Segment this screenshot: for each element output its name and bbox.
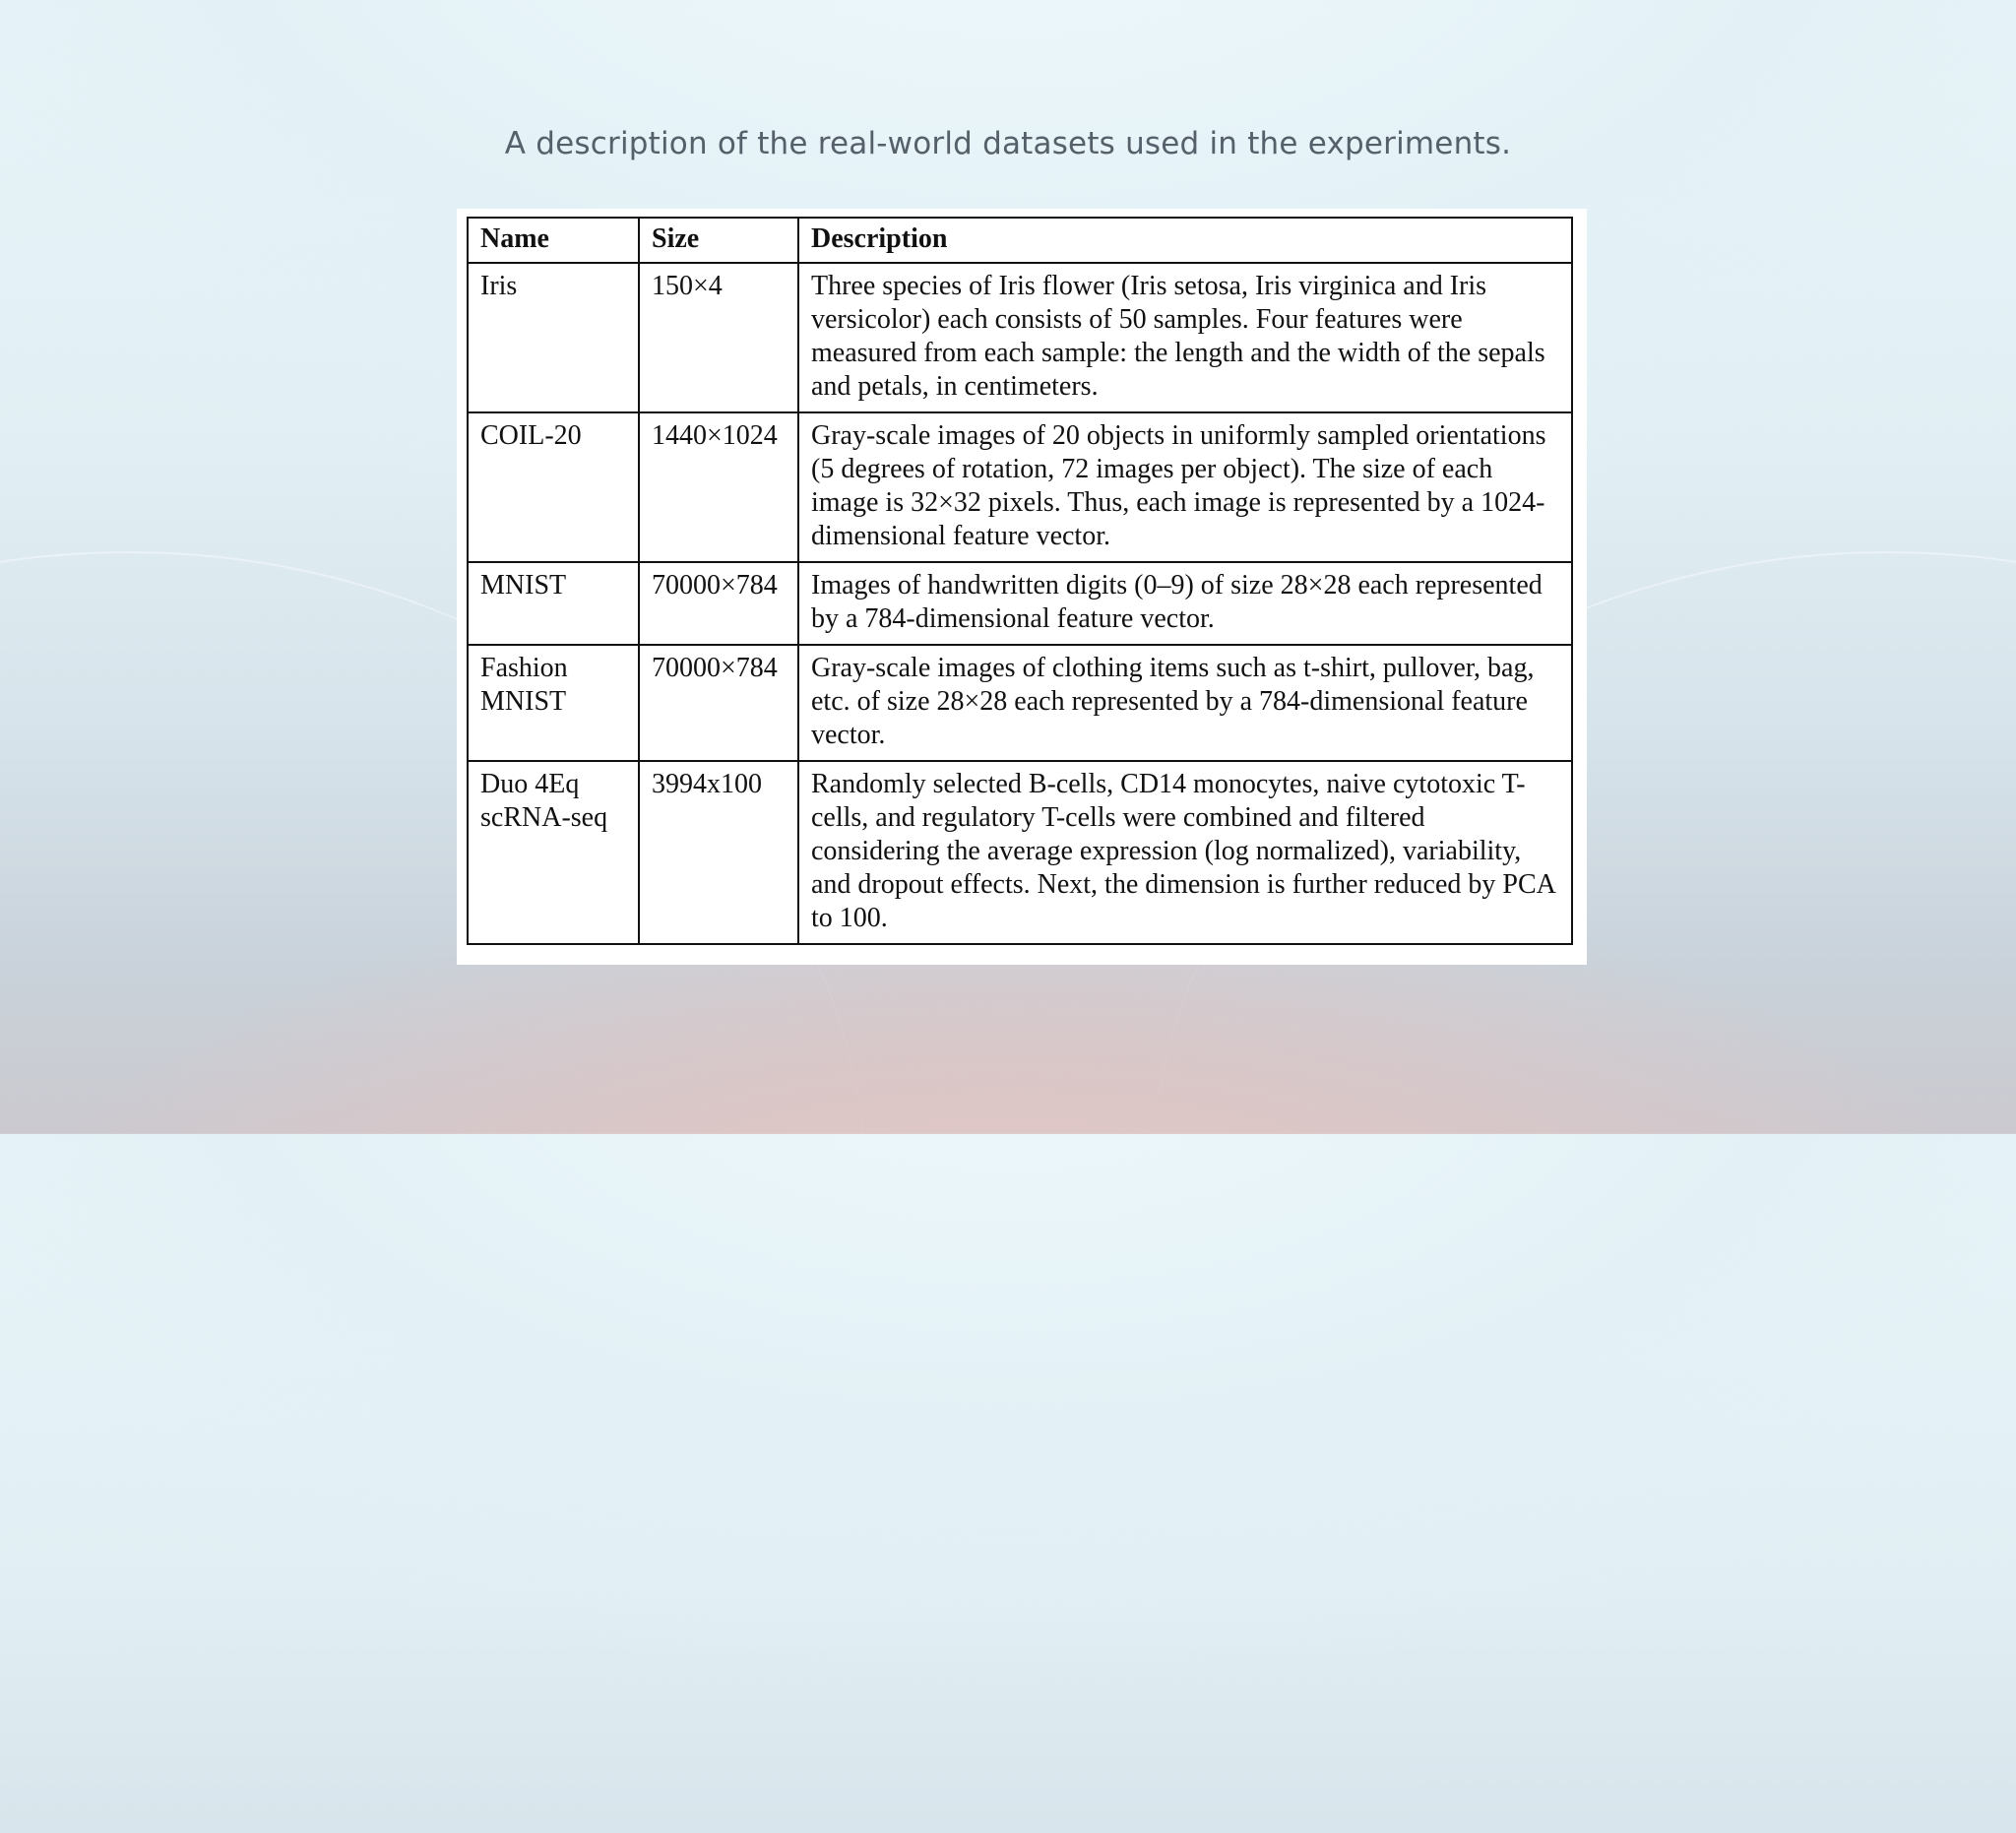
cell-size: 1440×1024 [639,412,798,562]
table-image-panel [457,209,1587,965]
cell-name: Iris [468,263,639,412]
table-row [468,562,1572,645]
table-header-row [468,218,1572,263]
table-row [468,412,1572,562]
cell-name: Fashion MNIST [468,645,639,761]
table-row [468,761,1572,944]
cell-size: 150×4 [639,263,798,412]
cell-name: MNIST [468,562,639,645]
cell-size: 3994x100 [639,761,798,944]
header-name: Name [468,218,639,263]
cell-size: 70000×784 [639,562,798,645]
cell-description: Images of handwritten digits (0–9) of size 28×28 each represented by a 784-dimensional feature vector. [798,562,1572,645]
cell-description: Randomly selected B-cells, CD14 monocytes, naive cytotoxic T-cells, and regulatory T-cells were combined and filtered considering the average expression (log normalized), variability, and dropout effects. Next, the dimension is further reduced by PCA to 100. [798,761,1572,944]
table-row [468,263,1572,412]
datasets-table [467,217,1573,945]
cell-name: COIL-20 [468,412,639,562]
table-caption: A description of the real-world datasets used in the experiments. [504,126,1512,161]
cell-description: Gray-scale images of clothing items such as t-shirt, pullover, bag, etc. of size 28×28 each represented by a 784-dimensional feature vector. [798,645,1572,761]
cell-description: Gray-scale images of 20 objects in uniformly sampled orientations (5 degrees of rotation, 72 images per object). The size of each image is 32×32 pixels. Thus, each image is represented by a 1024-dimensional feature vector. [798,412,1572,562]
table-row [468,645,1572,761]
header-description: Description [798,218,1572,263]
cell-size: 70000×784 [639,645,798,761]
header-size: Size [639,218,798,263]
cell-name: Duo 4Eq scRNA-seq [468,761,639,944]
cell-description: Three species of Iris flower (Iris setosa, Iris virginica and Iris versicolor) each consists of 50 samples. Four features were measured from each sample: the length and the width of the sepals and petals, in centimeters. [798,263,1572,412]
